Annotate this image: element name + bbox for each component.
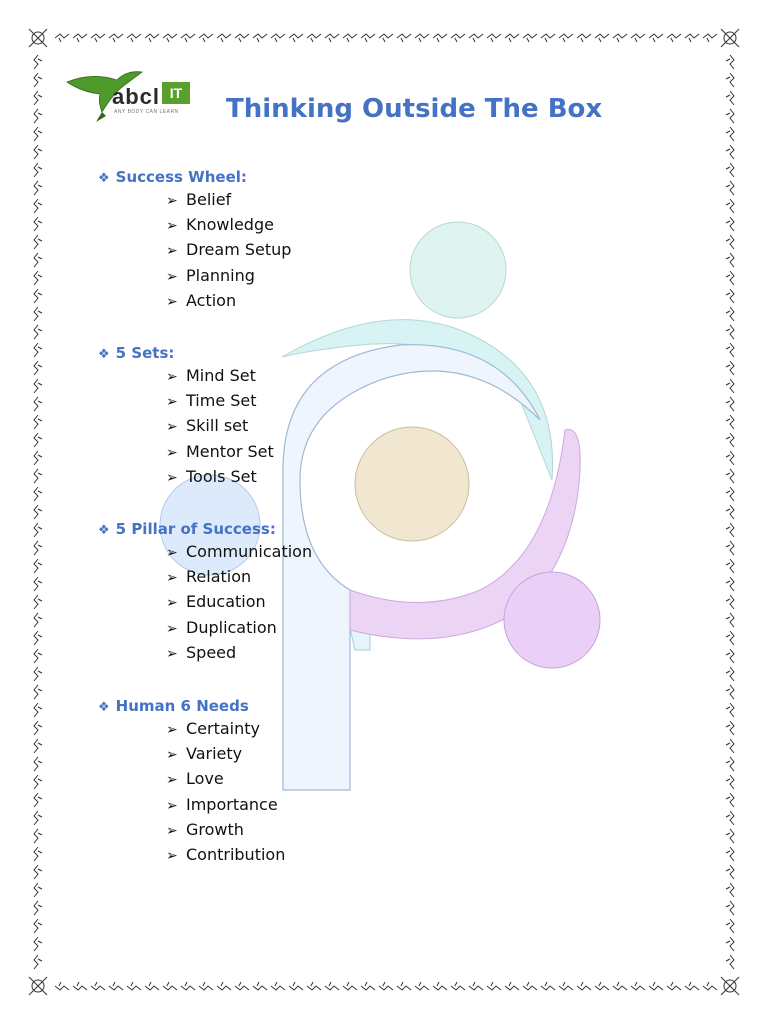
section-heading-text: 5 Sets: bbox=[115, 344, 175, 362]
diamond-bullet-icon: ❖ bbox=[98, 700, 110, 715]
diamond-bullet-icon: ❖ bbox=[98, 171, 110, 186]
list-item-text: Growth bbox=[186, 819, 244, 839]
list-item bbox=[166, 618, 277, 637]
list-item bbox=[166, 795, 278, 814]
arrow-bullet-icon: ➢ bbox=[166, 193, 178, 209]
list-item-text: Knowledge bbox=[186, 215, 274, 235]
list-item bbox=[166, 845, 285, 864]
arrow-bullet-icon: ➢ bbox=[166, 595, 178, 612]
arrow-bullet-icon: ➢ bbox=[166, 722, 178, 738]
list-item-text: Action bbox=[186, 290, 237, 310]
list-item-text: Mind Set bbox=[186, 366, 256, 385]
section-heading-text: Success Wheel: bbox=[115, 168, 247, 186]
arrow-bullet-icon: ➢ bbox=[166, 747, 178, 764]
list-item bbox=[166, 769, 224, 788]
list-item-text: Dream Setup bbox=[186, 240, 292, 260]
section-heading bbox=[98, 168, 247, 186]
list-item bbox=[166, 744, 242, 763]
list-item-text: Relation bbox=[186, 567, 252, 587]
list-item-text: Tools Set bbox=[186, 466, 257, 486]
list-item bbox=[166, 542, 312, 561]
logo-name: abcl bbox=[112, 84, 161, 109]
list-item-text: Speed bbox=[186, 642, 237, 662]
list-item-text: Belief bbox=[186, 190, 232, 209]
list-item-text: Mentor Set bbox=[186, 441, 274, 461]
list-item-text: Communication bbox=[186, 542, 313, 561]
list-item bbox=[166, 240, 291, 259]
list-item bbox=[166, 719, 260, 738]
arrow-bullet-icon: ➢ bbox=[166, 848, 178, 864]
arrow-bullet-icon: ➢ bbox=[166, 268, 178, 285]
list-item-text: Planning bbox=[186, 265, 255, 285]
list-item bbox=[166, 366, 256, 385]
list-item bbox=[166, 416, 248, 435]
list-item-text: Skill set bbox=[186, 416, 249, 436]
list-item bbox=[166, 592, 266, 611]
list-item-text: Duplication bbox=[186, 617, 277, 637]
section-heading bbox=[98, 697, 249, 715]
company-logo bbox=[62, 62, 202, 128]
list-item bbox=[166, 266, 255, 285]
arrow-bullet-icon: ➢ bbox=[166, 822, 178, 839]
list-item-text: Variety bbox=[186, 744, 243, 764]
section-heading-text: 5 Pillar of Success: bbox=[115, 520, 276, 538]
list-item bbox=[166, 391, 257, 410]
arrow-bullet-icon: ➢ bbox=[166, 797, 178, 814]
list-item bbox=[166, 190, 231, 209]
list-item-text: Contribution bbox=[186, 845, 286, 864]
arrow-bullet-icon: ➢ bbox=[166, 772, 178, 789]
arrow-bullet-icon: ➢ bbox=[166, 620, 178, 637]
arrow-bullet-icon: ➢ bbox=[166, 444, 178, 461]
list-item bbox=[166, 442, 274, 461]
logo-badge: IT bbox=[162, 82, 190, 104]
list-item bbox=[166, 467, 257, 486]
arrow-bullet-icon: ➢ bbox=[166, 293, 178, 310]
list-item bbox=[166, 820, 244, 839]
diamond-bullet-icon: ❖ bbox=[98, 347, 110, 362]
arrow-bullet-icon: ➢ bbox=[166, 369, 178, 385]
list-item-text: Education bbox=[186, 592, 266, 612]
list-item bbox=[166, 567, 251, 586]
arrow-bullet-icon: ➢ bbox=[166, 243, 178, 260]
logo-tagline: ANY BODY CAN LEARN bbox=[114, 109, 179, 115]
diamond-bullet-icon: ❖ bbox=[98, 523, 110, 538]
list-item-text: Importance bbox=[186, 794, 278, 814]
list-item bbox=[166, 291, 236, 310]
page-title: Thinking Outside The Box bbox=[226, 94, 603, 124]
arrow-bullet-icon: ➢ bbox=[166, 218, 178, 235]
list-item-text: Time Set bbox=[186, 391, 257, 411]
list-item bbox=[166, 215, 274, 234]
list-item-text: Certainty bbox=[186, 719, 260, 738]
arrow-bullet-icon: ➢ bbox=[166, 570, 178, 587]
arrow-bullet-icon: ➢ bbox=[166, 545, 178, 561]
arrow-bullet-icon: ➢ bbox=[166, 419, 178, 436]
arrow-bullet-icon: ➢ bbox=[166, 469, 178, 486]
list-item bbox=[166, 643, 236, 662]
section-heading-text: Human 6 Needs bbox=[115, 697, 249, 715]
section-heading bbox=[98, 520, 276, 538]
arrow-bullet-icon: ➢ bbox=[166, 645, 178, 662]
section-heading bbox=[98, 344, 174, 362]
arrow-bullet-icon: ➢ bbox=[166, 394, 178, 411]
list-item-text: Love bbox=[186, 769, 224, 789]
